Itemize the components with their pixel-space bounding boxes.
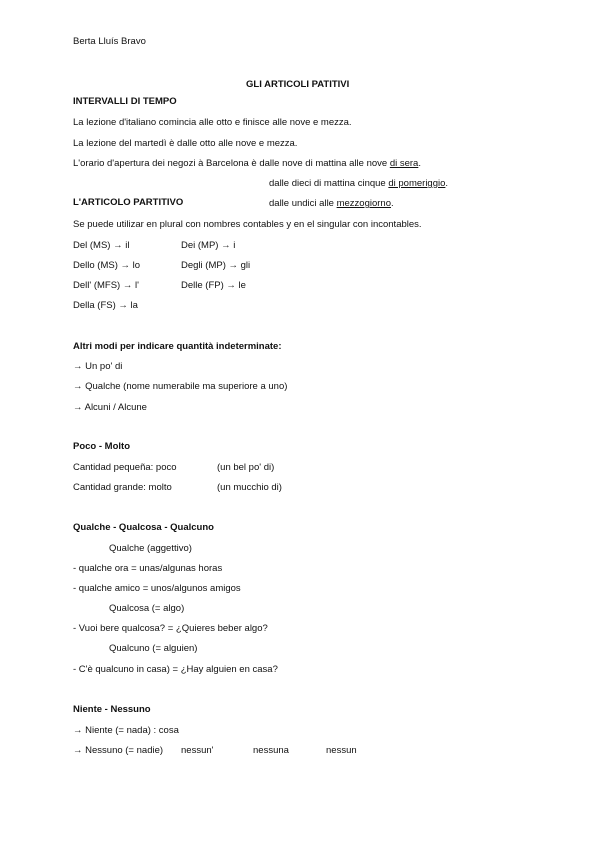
- rule-text: Se puede utilizar en plural con nombres contables y en el singular con incontables.: [73, 219, 422, 230]
- nessuno-form: nessun': [181, 745, 214, 756]
- section-heading: Altri modi per indicare quantità indeterminate:: [73, 341, 282, 352]
- text-line: [269, 178, 448, 190]
- article-form: Del (MS) → il: [73, 240, 130, 251]
- text-line: [73, 158, 421, 170]
- text-line: [269, 198, 394, 210]
- section-heading: L'ARTICOLO PARTITIVO: [73, 197, 184, 208]
- section-heading: Poco - Molto: [73, 441, 130, 452]
- section-heading: INTERVALLI DI TEMPO: [73, 96, 177, 107]
- underlined-text: di pomeriggio: [388, 178, 446, 189]
- section-heading: Qualche - Qualcosa - Qualcuno: [73, 522, 214, 533]
- example-line: - qualche ora = unas/algunas horas: [73, 563, 223, 574]
- nessuno-form: nessun: [326, 745, 357, 756]
- article-form: Dell' (MFS) → l': [73, 280, 139, 291]
- section-heading: Niente - Nessuno: [73, 704, 151, 715]
- example-line: - C'è qualcuno in casa) = ¿Hay alguien en casa?: [73, 664, 278, 675]
- article-form: Dei (MP) → i: [181, 240, 236, 251]
- quantity-label: Cantidad pequeña: poco: [73, 462, 177, 473]
- subheading: Qualcosa (= algo): [109, 603, 185, 614]
- quantity-value: (un mucchio di): [217, 482, 282, 493]
- underlined-text: di sera: [389, 158, 419, 169]
- example-line: → Nessuno (= nadie): [73, 745, 164, 756]
- article-form: Dello (MS) → lo: [73, 260, 141, 271]
- page-title: GLI ARTICOLI PATITIVI: [246, 79, 350, 90]
- text-segment: L'orario d'apertura dei negozi à Barcelona è dalle nove di mattina alle nove: [73, 158, 390, 169]
- article-form: Degli (MP) → gli: [181, 260, 251, 271]
- text-segment: .: [445, 178, 449, 189]
- quantity-value: (un bel po' di): [217, 462, 275, 473]
- article-form: Della (FS) → la: [73, 300, 138, 311]
- text-line: La lezione d'italiano comincia alle otto e finisce alle nove e mezza.: [73, 117, 352, 128]
- text-segment: .: [418, 158, 421, 169]
- subheading: Qualche (aggettivo): [109, 543, 192, 554]
- subheading: Qualcuno (= alguien): [109, 643, 198, 654]
- list-item: → Un po' di: [73, 361, 123, 372]
- underlined-text: mezzogiorno: [336, 198, 391, 209]
- nessuno-form: nessuna: [253, 745, 289, 756]
- example-line: - Vuoi bere qualcosa? = ¿Quieres beber algo?: [73, 623, 268, 634]
- article-form: Delle (FP) → le: [181, 280, 246, 291]
- quantity-label: Cantidad grande: molto: [73, 482, 172, 493]
- text-segment: dalle dieci di mattina cinque: [269, 178, 389, 189]
- example-line: → Niente (= nada) : cosa: [73, 725, 179, 736]
- list-item: → Qualche (nome numerabile ma superiore a uno): [73, 381, 288, 392]
- text-line: La lezione del martedì è dalle otto alle nove e mezza.: [73, 138, 298, 149]
- text-segment: dalle undici alle: [269, 198, 337, 209]
- list-item: → Alcuni / Alcune: [73, 402, 147, 413]
- example-line: - qualche amico = unos/algunos amigos: [73, 583, 241, 594]
- text-segment: .: [391, 198, 394, 209]
- author-name: Berta Lluís Bravo: [73, 36, 146, 47]
